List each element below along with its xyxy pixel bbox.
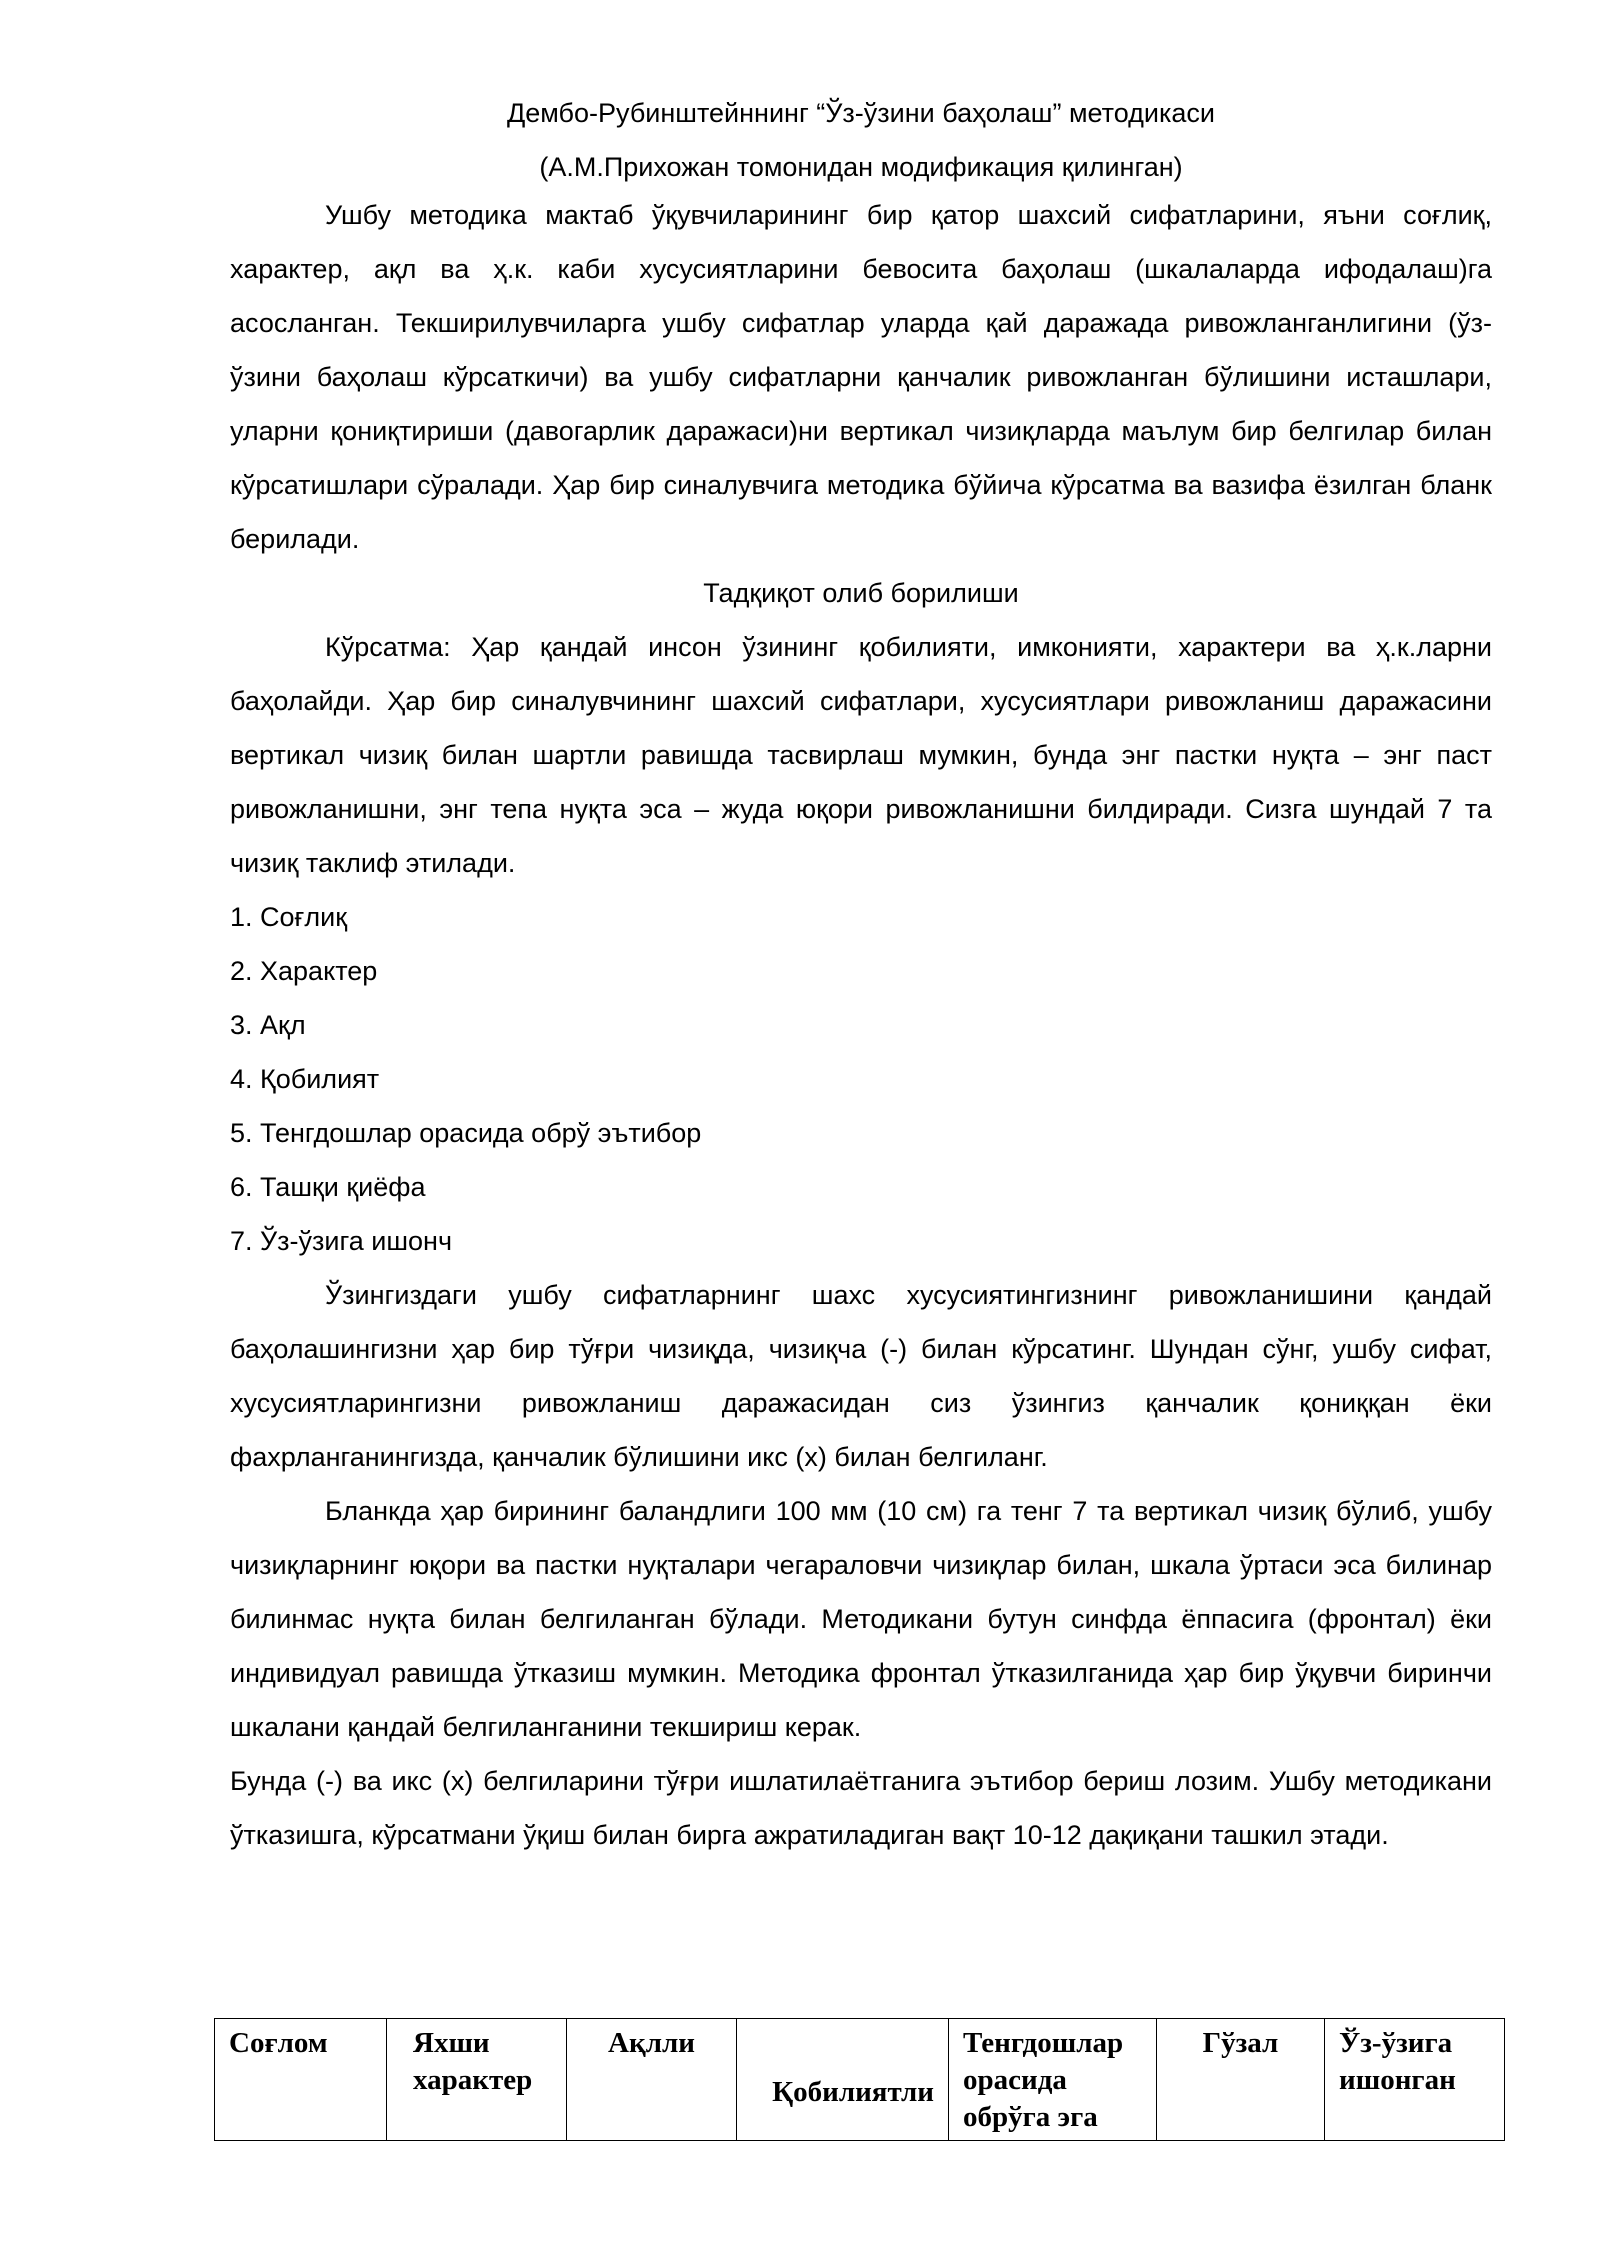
table-header-cell: Гўзал [1157,2019,1325,2141]
list-item: 6. Ташқи қиёфа [230,1172,426,1202]
form-paragraph: Бланкда ҳар бирининг баландлиги 100 мм (10 см) га тенг 7 та вертикал чизиқ бўлиб, ушбу чизиқларнинг юқори ва пастки нуқталари чегараловчи чизиқлар билан, шкала ўртаси эса билинар билинмас нуқта билан белгиланган бўлади. Методикани бутун синфда ёппасига (фронтал) ёки индивидуал равишда ўтказиш мумкин. Методика фронтал ўтказилганида ҳар бир ўқувчи биринчи шкалани қандай белгиланганини текшириш керак. [230,1496,1492,1742]
closing-paragraph: Бунда (-) ва икс (х) белгиларини тўғри ишлатилаётганига эътибор бериш лозим. Ушбу методикани ўтказишга, кўрсатмани ўқиш билан бирга ажратиладиган вақт 10-12 дақиқани ташкил этади. [230,1766,1492,1850]
intro-paragraph: Ушбу методика мактаб ўқувчиларининг бир қатор шахсий сифатларини, яъни соғлиқ, характер, ақл ва ҳ.к. каби хусусиятларини бевосита баҳолаш (шкалаларда ифодалаш)га асосланган. Текширилувчиларга ушбу сифатлар уларда қай даражада ривожланганлигини (ўз-ўзини баҳолаш кўрсаткичи) ва ушбу сифатларни қанчалик ривожланган бўлишини исташлари, уларни қониқтириши (давогарлик даражаси)ни вертикал чизиқларда маълум бир белгилар билан кўрсатишлари сўралади. Ҳар бир синалувчига методика бўйича кўрсатма ва вазифа ёзилган бланк берилади. [230,200,1492,554]
list-item: 5. Тенгдошлар орасида обрў эътибор [230,1118,702,1148]
table-header-cell: Тенгдошлар орасида обрўга эга [949,2019,1157,2141]
list-item: 4. Қобилият [230,1064,380,1094]
table-header-cell: Қобилиятли [737,2019,949,2141]
document-body [230,93,1492,1862]
scale-table-wrapper [214,2018,1505,2141]
instruction-paragraph: Кўрсатма: Ҳар қандай инсон ўзининг қобилияти, имконияти, характери ва ҳ.к.ларни баҳолайди. Ҳар бир синалувчининг шахсий сифатлари, хусусиятлари ривожланиш даражасини вертикал чизиқ билан шартли равишда тасвирлаш мумкин, бунда энг пастки нуқта – энг паст ривожланишни, энг тепа нуқта эса – жуда юқори ривожланишни билдиради. Сизга шундай 7 та чизиқ таклиф этилади. [230,632,1492,878]
marking-paragraph: Ўзингиздаги ушбу сифатларнинг шахс хусусиятингизнинг ривожланишини қандай баҳолашингизни ҳар бир тўғри чизиқда, чизиқча (-) билан кўрсатинг. Шундан сўнг, ушбу сифат, хусусиятларингизни ривожланиш даражасидан сиз ўзингиз қанчалик қониққан ёки фахрланганингизда, қанчалик бўлишини икс (х) билан белгиланг. [230,1280,1492,1472]
document-title: Дембо-Рубинштейннинг “Ўз-ўзини баҳолаш” методикаси [507,98,1215,128]
section-heading: Тадқиқот олиб борилиши [703,578,1019,608]
table-header-cell: Ўз-ўзига ишонган [1325,2019,1505,2141]
table-header-cell: Соғлом [215,2019,387,2141]
list-item: 7. Ўз-ўзига ишонч [230,1226,453,1256]
scales-list [230,890,1492,1268]
list-item: 2. Характер [230,956,378,986]
list-item: 1. Соғлиқ [230,902,348,932]
table-header-cell: Ақлли [567,2019,737,2141]
table-header-cell: Яхши характер [387,2019,567,2141]
table-row [215,2019,1505,2141]
list-item: 3. Ақл [230,1010,306,1040]
scale-table [214,2018,1505,2141]
document-subtitle: (А.М.Прихожан томонидан модификация қилинган) [539,152,1183,182]
